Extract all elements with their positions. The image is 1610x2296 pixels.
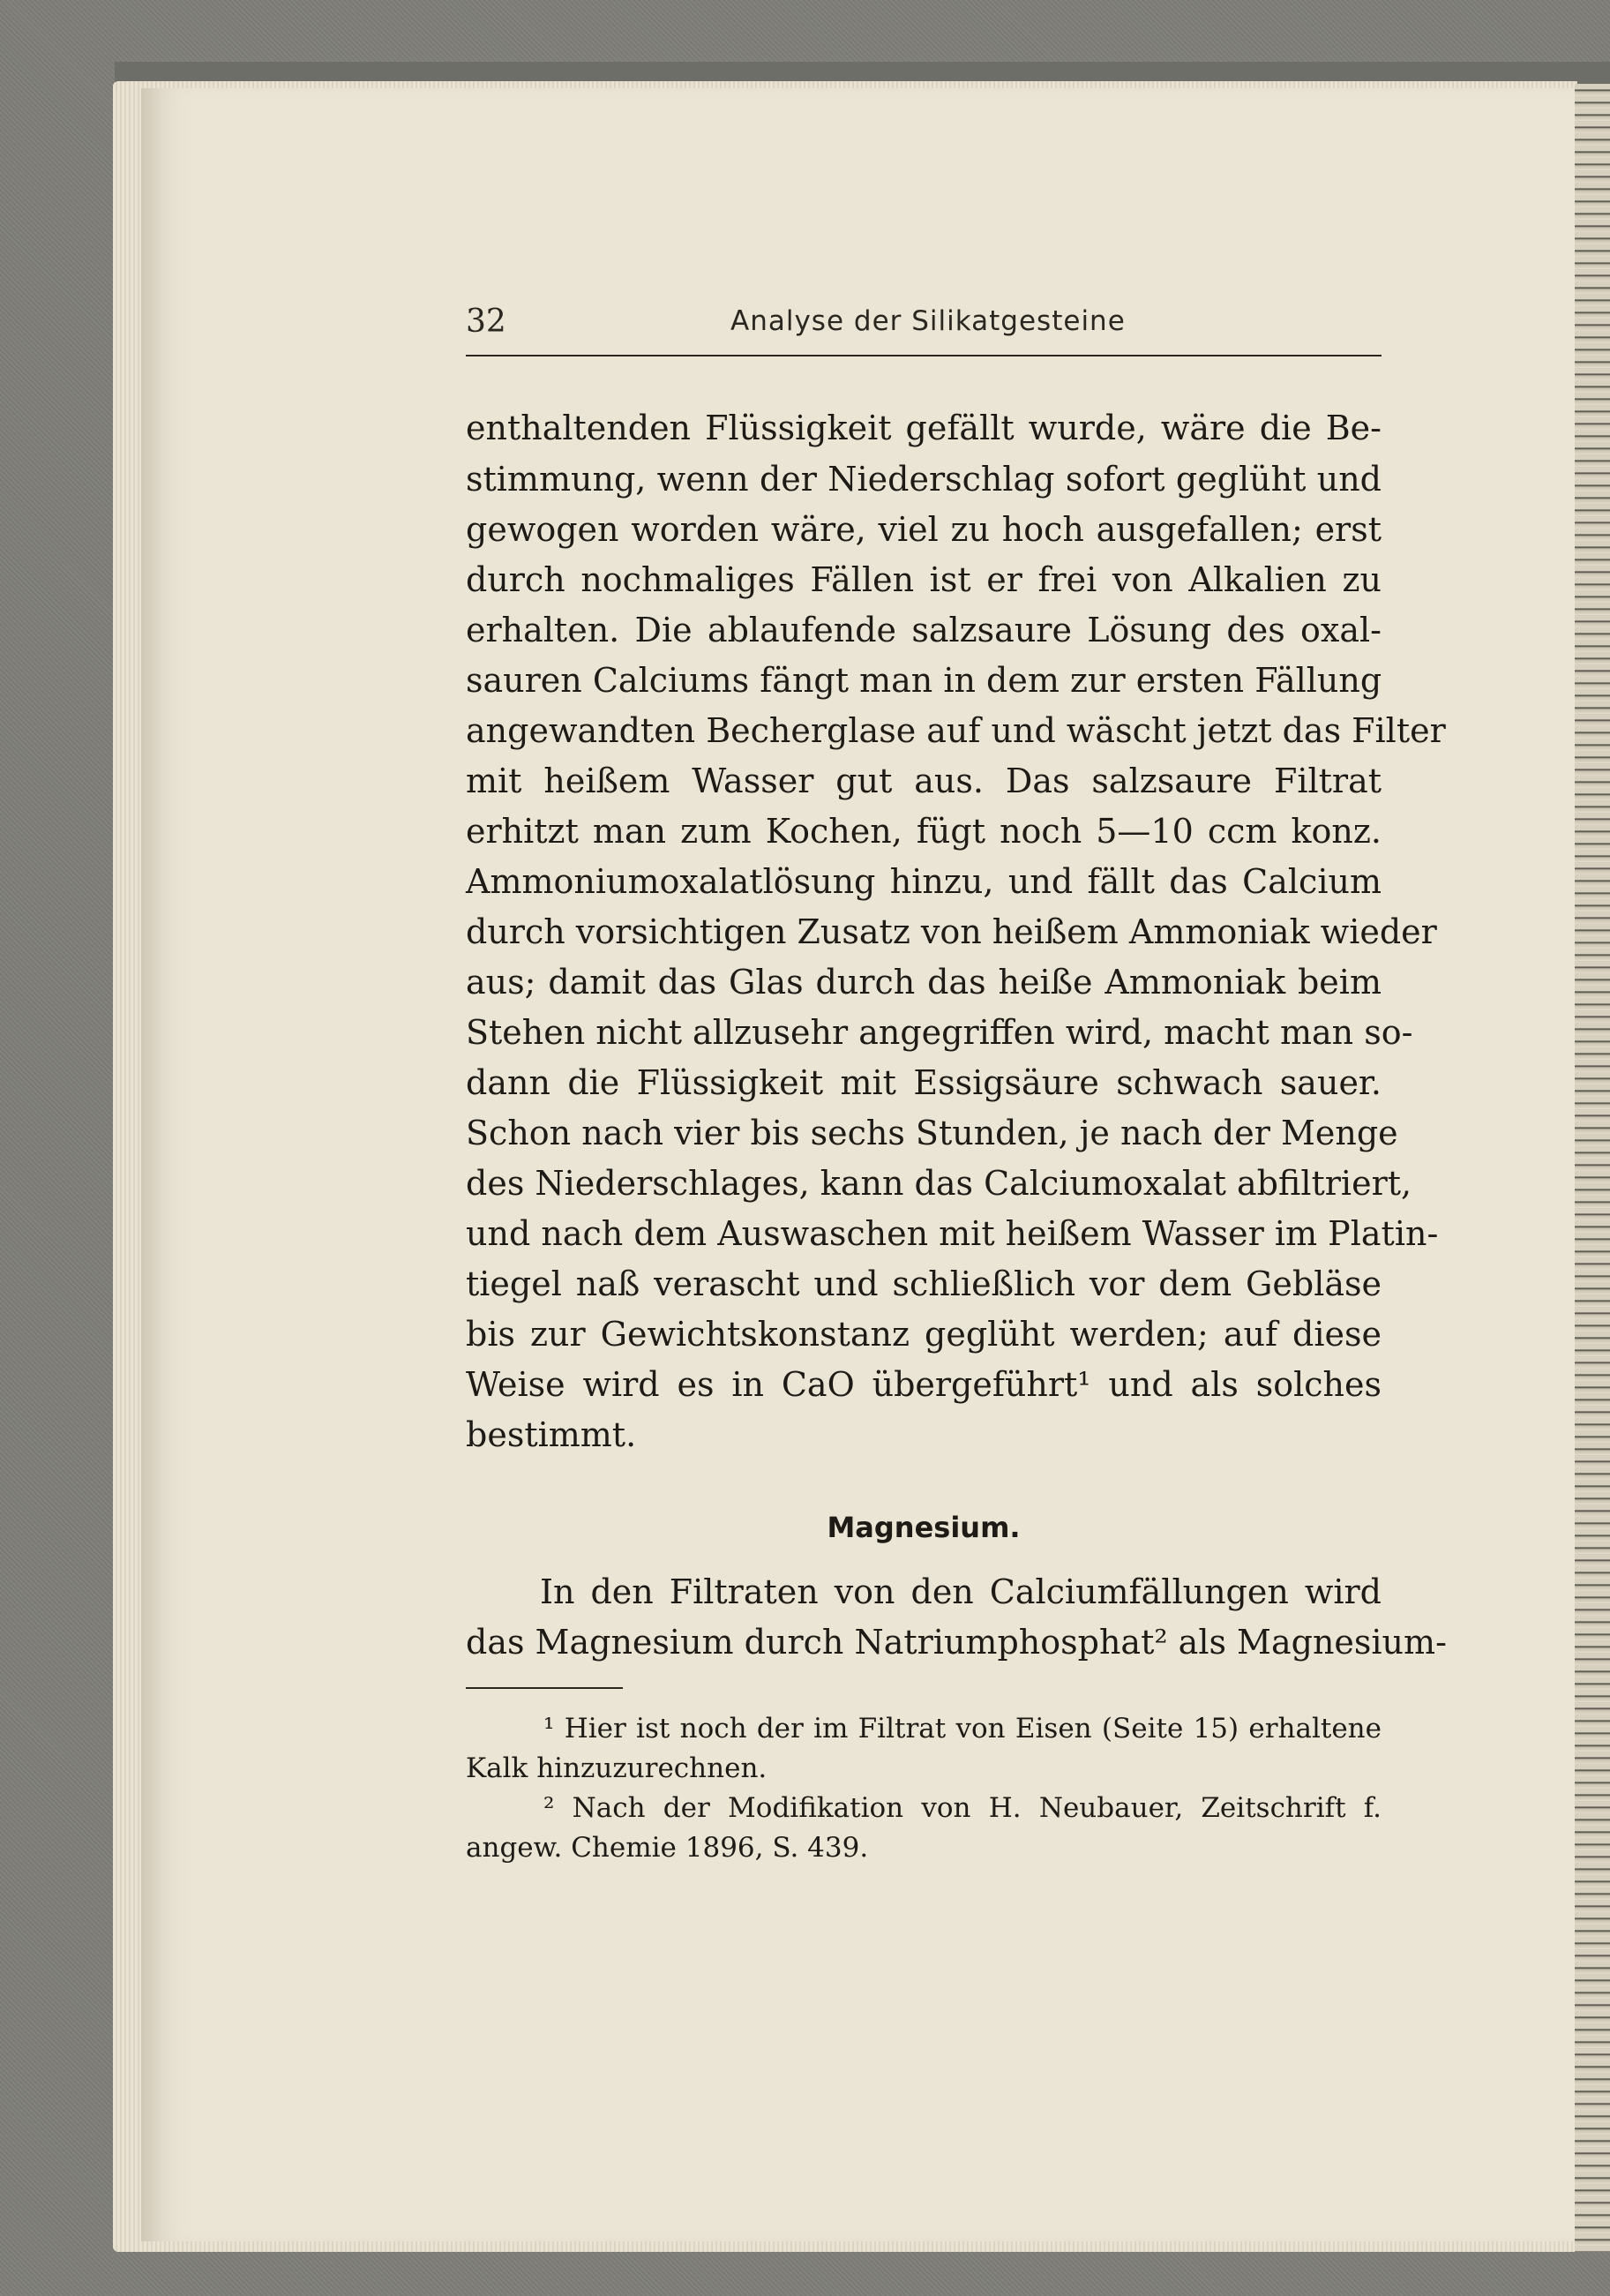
page-number: 32	[466, 304, 506, 340]
section-line: das Magnesium durch Natriumphosphat² als Magnesium-	[466, 1623, 1447, 1662]
body-line: dann die Flüssigkeit mit Essigsäure schwach sauer.	[466, 1063, 1382, 1102]
body-line: Ammoniumoxalatlösung hinzu, und fällt das Calcium	[466, 862, 1382, 901]
body-line: Schon nach vier bis sechs Stunden, je nach der Menge	[466, 1114, 1398, 1152]
body-line: mit heißem Wasser gut aus. Das salzsaure Filtrat	[466, 762, 1382, 800]
body-line: Weise wird es in CaO übergeführt¹ und als solches	[466, 1365, 1382, 1404]
body-line: stimmung, wenn der Niederschlag sofort geglüht und	[466, 460, 1382, 499]
body-line: erhalten. Die ablaufende salzsaure Lösung des oxal-	[466, 611, 1382, 649]
body-line: erhitzt man zum Kochen, fügt noch 5—10 ccm konz.	[466, 812, 1382, 851]
page-header	[466, 298, 1382, 356]
facing-page-edge	[1575, 84, 1610, 2259]
section-line: In den Filtraten von den Calciumfällungen wird	[540, 1572, 1382, 1611]
body-line: des Niederschlages, kann das Calciumoxalat abfiltriert,	[466, 1164, 1412, 1203]
section-title: Magnesium.	[827, 1511, 1021, 1544]
body-line: aus; damit das Glas durch das heiße Ammoniak beim	[466, 963, 1382, 1002]
body-line: gewogen worden wäre, viel zu hoch ausgefallen; erst	[466, 510, 1382, 549]
body-line: enthaltenden Flüssigkeit gefällt wurde, wäre die Be-	[466, 409, 1382, 447]
body-line: durch vorsichtigen Zusatz von heißem Ammoniak wieder	[466, 912, 1437, 951]
footnote-line: angew. Chemie 1896, S. 439.	[466, 1832, 869, 1864]
cover-bottom	[113, 2252, 1610, 2296]
body-line: Stehen nicht allzusehr angegriffen wird, macht man so-	[466, 1013, 1413, 1052]
body-line: bis zur Gewichtskonstanz geglüht werden; auf diese	[466, 1315, 1382, 1354]
running-head: Analyse der Silikatgesteine	[730, 305, 1126, 337]
footnote-line: ¹ Hier ist noch der im Filtrat von Eisen (Seite 15) erhaltene	[543, 1713, 1382, 1745]
body-line: tiegel naß verascht und schließlich vor dem Gebläse	[466, 1264, 1382, 1303]
body-line: angewandten Becherglase auf und wäscht jetzt das Filter	[466, 711, 1446, 750]
footnote-line: ² Nach der Modifikation von H. Neubauer, Zeitschrift f.	[543, 1792, 1382, 1824]
footnote-line: Kalk hinzuzurechnen.	[466, 1752, 768, 1784]
body-line: durch nochmaliges Fällen ist er frei von Alkalien zu	[466, 560, 1382, 599]
body-line: sauren Calciums fängt man in dem zur ersten Fällung	[466, 661, 1382, 700]
body-line: bestimmt.	[466, 1415, 637, 1454]
body-line: und nach dem Auswaschen mit heißem Wasser im Platin-	[466, 1214, 1439, 1253]
footnote-rule	[466, 1687, 623, 1689]
